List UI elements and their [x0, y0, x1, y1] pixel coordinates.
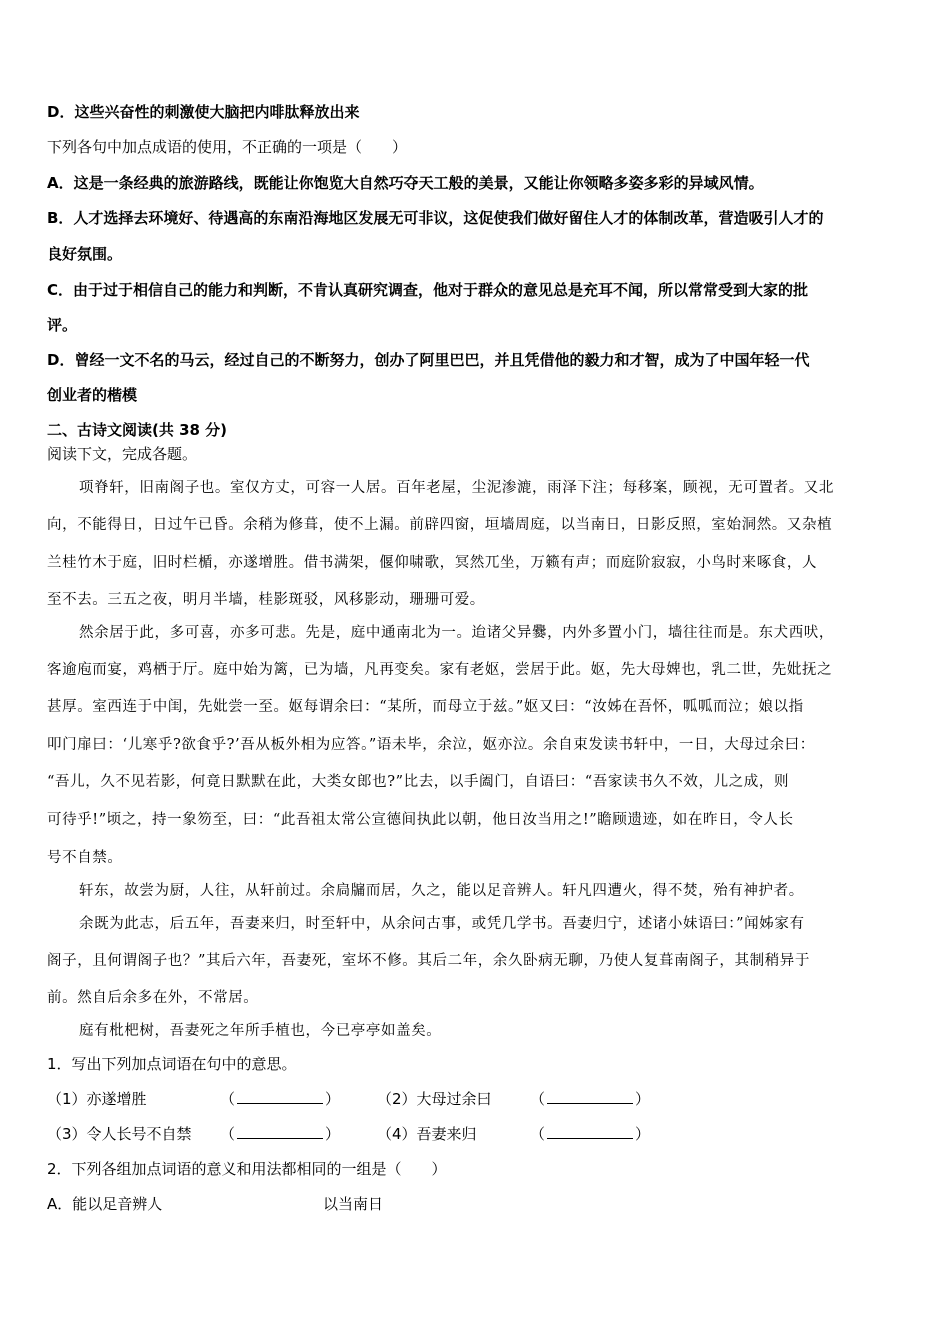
question-2-stem: 2．下列各组加点词语的意义和用法都相同的一组是（ ） [47, 1160, 447, 1178]
passage-line: 可待乎!”顷之，持一象笏至，曰：“此吾祖太常公宣德间执此以朝，他日汝当用之!”瞻顾遗迹，如在昨日，令人长 [47, 812, 794, 828]
passage-line: 庭有枇杷树，吾妻死之年所手植也，今已亭亭如盖矣。 [79, 1023, 442, 1039]
idiom-option-b-line1: B．人才选择去环境好、待遇高的东南沿海地区发展无可非议，这促使我们做好留住人才的体制改革，营造吸引人才的 [47, 209, 824, 227]
idiom-question-stem: 下列各句中加点成语的使用，不正确的一项是（ ） [47, 138, 408, 156]
passage-line: 向，不能得日，日过午已昏。余稍为修葺，使不上漏。前辟四窗，垣墙周庭，以当南日，日影反照，室始洞然。又杂植 [47, 517, 833, 533]
answer-blank-3[interactable]: （ ） [220, 1125, 341, 1143]
prev-question-option-d: D．这些兴奋性的刺激使大脑把内啡肽释放出来 [47, 103, 360, 121]
passage-line: 阁子，且何谓阁子也？”其后六年，吾妻死，室坏不修。其后二年，余久卧病无聊，乃使人复葺南阁子，其制稍异于 [47, 953, 811, 969]
passage-line: 叩门扉曰：‘儿寒乎?欲食乎?’吾从板外相为应答。”语未毕，余泣，妪亦泣。余自束发读书轩中，一日，大母过余曰： [47, 737, 815, 753]
idiom-option-c-line2: 评。 [47, 316, 78, 334]
passage-line: 号不自禁。 [47, 850, 123, 866]
passage-line: 然余居于此，多可喜，亦多可悲。先是，庭中通南北为一。迨诸父异爨，内外多置小门，墙往往而是。东犬西吠， [79, 625, 834, 641]
answer-blank-2[interactable]: （ ） [530, 1090, 651, 1108]
answer-blank-4[interactable]: （ ） [530, 1125, 651, 1143]
passage-line: 前。然自后余多在外，不常居。 [47, 990, 259, 1006]
question-1-item-4 [377, 1124, 477, 1144]
idiom-option-d-line2: 创业者的楷模 [47, 386, 138, 404]
answer-line[interactable] [237, 1090, 323, 1104]
question-1-item-2 [377, 1089, 492, 1109]
passage-line: 项脊轩，旧南阁子也。室仅方丈，可容一人居。百年老屋，尘泥渗漉，雨泽下注；每移案，顾视，无可置者。又北 [79, 480, 834, 496]
question-1-item-3 [47, 1124, 192, 1144]
item-label: （4）吾妻来归 [377, 1125, 477, 1143]
section-instruction: 阅读下文，完成各题。 [47, 445, 198, 463]
passage-line: 至不去。三五之夜，明月半墙，桂影斑驳，风移影动，珊珊可爱。 [47, 592, 485, 608]
answer-blank-1[interactable]: （ ） [220, 1090, 341, 1108]
idiom-option-d-line1: D．曾经一文不名的马云，经过自己的不断努力，创办了阿里巴巴，并且凭借他的毅力和才智，成为了中国年轻一代 [47, 351, 810, 369]
answer-line[interactable] [547, 1090, 633, 1104]
idiom-option-c-line1: C．由于过于相信自己的能力和判断，不肯认真研究调查，他对于群众的意见总是充耳不闻，所以常常受到大家的批 [47, 281, 809, 299]
section-heading: 二、古诗文阅读(共 38 分) [47, 421, 228, 439]
item-label: （3）令人长号不自禁 [47, 1125, 192, 1143]
item-label: （1）亦遂增胜 [47, 1090, 147, 1108]
idiom-option-b-line2: 良好氛围。 [47, 245, 123, 263]
question-2-option-a-right: 以当南日 [323, 1195, 384, 1213]
passage-line: 余既为此志，后五年，吾妻来归，时至轩中，从余问古事，或凭几学书。吾妻归宁，述诸小妹语曰：”闻姊家有 [79, 916, 805, 932]
item-label: （2）大母过余曰 [377, 1090, 492, 1108]
answer-line[interactable] [237, 1125, 323, 1139]
passage-line: 甚厚。室西连于中闺，先妣尝一至。妪每谓余曰：“某所，而母立于兹。”妪又曰：“汝姊在吾怀，呱呱而泣；娘以指 [47, 699, 804, 715]
passage-line: 兰桂竹木于庭，旧时栏楯，亦遂增胜。借书满架，偃仰啸歌，冥然兀坐，万籁有声；而庭阶寂寂，小鸟时来啄食，人 [47, 555, 818, 571]
question-1-stem: 1．写出下列加点词语在句中的意思。 [47, 1055, 297, 1073]
answer-line[interactable] [547, 1125, 633, 1139]
question-1-item-1 [47, 1089, 147, 1109]
idiom-option-a: A．这是一条经典的旅游路线，既能让你饱览大自然巧夺天工般的美景，又能让你领略多姿多彩的异域风情。 [47, 174, 764, 192]
passage-line: “吾儿，久不见若影，何竟日默默在此，大类女郎也?”比去，以手阖门，自语曰：“吾家读书久不效，儿之成，则 [47, 774, 790, 790]
question-2-option-a-left: A．能以足音辨人 [47, 1195, 163, 1213]
passage-line: 轩东，故尝为厨，人往，从轩前过。余扃牖而居，久之，能以足音辨人。轩凡四遭火，得不焚，殆有神护者。 [79, 883, 804, 899]
passage-line: 客逾庖而宴，鸡栖于厅。庭中始为篱，已为墙，凡再变矣。家有老妪，尝居于此。妪，先大母婢也，乳二世，先妣抚之 [47, 662, 833, 678]
